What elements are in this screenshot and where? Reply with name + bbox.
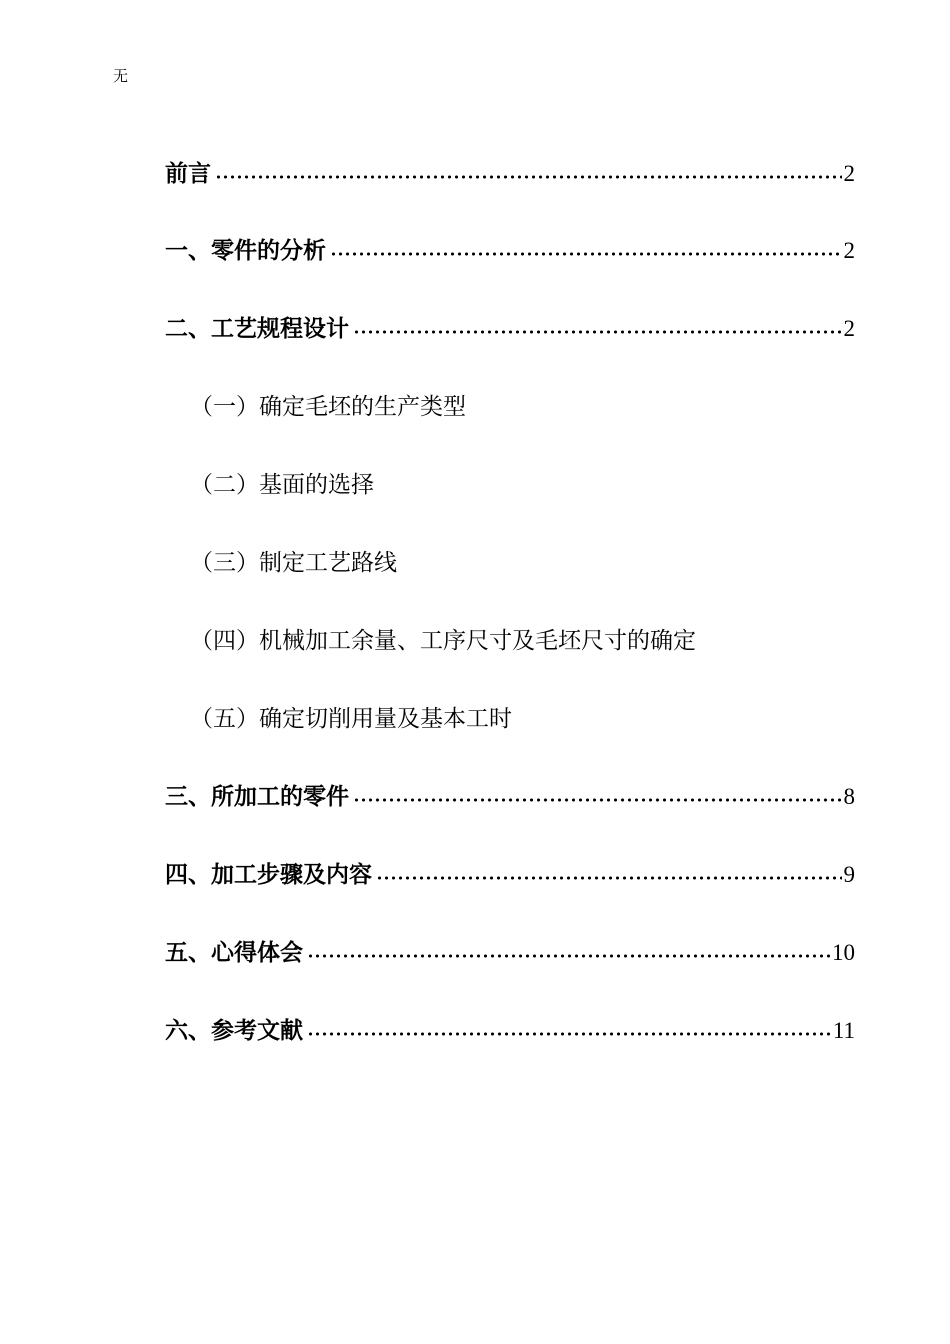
toc-subentry-blank-type[interactable]	[190, 388, 880, 422]
toc-entry-label: 六、参考文献	[165, 1018, 303, 1044]
toc-dot-leader	[353, 329, 842, 335]
toc-page-number: 2	[843, 316, 855, 341]
toc-dot-leader	[330, 251, 842, 257]
toc-entry-label: （一）确定毛坯的生产类型	[190, 394, 466, 420]
toc-entry-part-analysis[interactable]	[165, 232, 855, 266]
toc-dot-leader	[215, 174, 842, 180]
toc-entry-label: 五、心得体会	[165, 940, 303, 966]
toc-subentry-datum-selection[interactable]	[190, 466, 880, 500]
toc-entry-label: 一、零件的分析	[165, 238, 326, 264]
toc-dot-leader	[353, 797, 842, 803]
toc-entry-machined-part[interactable]	[165, 778, 855, 812]
toc-subentry-machining-allowance[interactable]	[190, 622, 880, 656]
toc-entry-preface[interactable]	[165, 155, 855, 189]
toc-entry-label: 四、加工步骤及内容	[165, 862, 372, 888]
toc-dot-leader	[307, 1031, 831, 1037]
toc-entry-label: （五）确定切削用量及基本工时	[190, 706, 512, 732]
toc-page-number: 2	[843, 161, 855, 186]
toc-entry-label: （二）基面的选择	[190, 472, 374, 498]
toc-subentry-cutting-parameters[interactable]	[190, 700, 880, 734]
header-mark: 无	[113, 67, 129, 85]
toc-page-number: 10	[832, 940, 855, 965]
toc-entry-references[interactable]	[165, 1012, 855, 1046]
toc-entry-reflections[interactable]	[165, 934, 855, 968]
toc-entry-label: 三、所加工的零件	[165, 784, 349, 810]
toc-entry-label: 二、工艺规程设计	[165, 316, 349, 342]
toc-entry-label: （三）制定工艺路线	[190, 550, 397, 576]
toc-subentry-process-route[interactable]	[190, 544, 880, 578]
toc-dot-leader	[376, 875, 842, 881]
toc-dot-leader	[307, 953, 830, 959]
toc-entry-label: （四）机械加工余量、工序尺寸及毛坯尺寸的确定	[190, 628, 696, 654]
toc-entry-machining-steps[interactable]	[165, 856, 855, 890]
toc-entry-label: 前言	[165, 161, 211, 187]
toc-page-number: 9	[843, 862, 855, 887]
toc-entry-process-design[interactable]	[165, 310, 855, 344]
toc-page-number: 2	[843, 238, 855, 263]
toc-page-number: 11	[832, 1018, 855, 1043]
toc-page-number: 8	[843, 784, 855, 809]
